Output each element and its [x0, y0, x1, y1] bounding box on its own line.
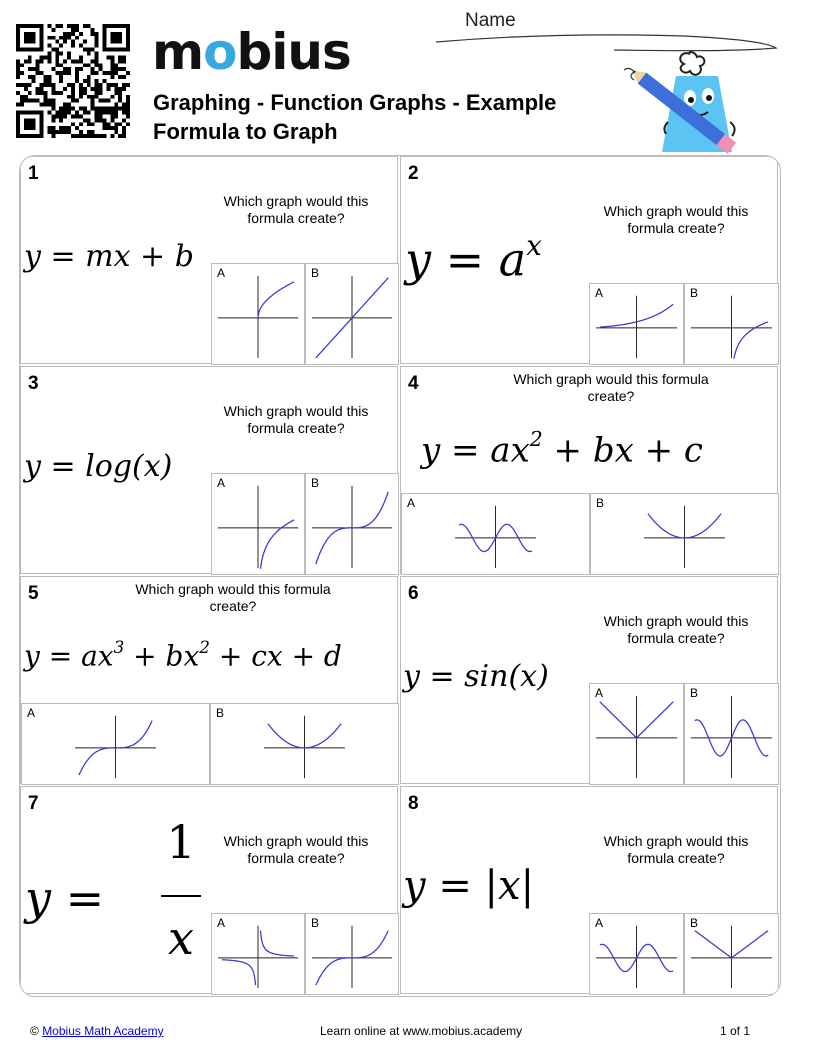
graph-option-b[interactable] [590, 493, 779, 575]
problem-number: 5 [28, 583, 39, 604]
mobius-logo: mobius [152, 23, 351, 81]
reciprocal-graph-icon [212, 914, 304, 994]
mascot-pencil-character-icon [612, 48, 762, 158]
graph-option-b[interactable] [210, 703, 399, 785]
problem-number: 1 [28, 163, 39, 184]
problem-number: 3 [28, 373, 39, 394]
graph-option-b[interactable] [305, 913, 399, 995]
option-label: A [217, 266, 226, 280]
absolute-value-graph-icon [590, 684, 683, 784]
fraction-bar [161, 895, 201, 897]
graph-option-a[interactable] [21, 703, 210, 785]
option-label: B [690, 286, 699, 300]
problem-cell-6 [400, 576, 778, 784]
graph-option-a[interactable] [211, 473, 305, 575]
log-graph-icon [212, 474, 304, 574]
qr-code [16, 24, 130, 138]
function-curve [258, 282, 294, 318]
question-text: Which graph would this formula create? [603, 833, 749, 866]
question-text: Which graph would this formula create? [603, 613, 749, 646]
cubic-graph-icon [22, 704, 209, 784]
option-label: A [595, 686, 604, 700]
problem-cell-4 [400, 366, 778, 574]
formula: y = |x| [403, 863, 535, 909]
problem-number: 4 [408, 373, 419, 394]
graph-option-b[interactable] [684, 283, 779, 365]
sine-graph-icon [590, 914, 683, 994]
option-label: B [216, 706, 225, 720]
option-label: A [27, 706, 36, 720]
question-text: Which graph would this formula create? [603, 203, 749, 236]
option-label: A [217, 916, 226, 930]
problem-cell-5 [20, 576, 398, 784]
graph-option-b[interactable] [684, 683, 779, 785]
cubic-graph-icon [306, 914, 398, 994]
formula: y = log(x) [24, 449, 173, 484]
formula: $y = ax^2$ + bx + c [421, 427, 703, 471]
sine-graph-icon [402, 494, 589, 574]
graph-option-b[interactable] [305, 473, 399, 575]
question-text: Which graph would this formula create? [513, 371, 709, 404]
option-label: A [595, 916, 604, 930]
footer-page: 1 of 1 [720, 1024, 751, 1038]
graph-option-b[interactable] [305, 263, 399, 365]
option-label: B [596, 496, 605, 510]
name-label: Name [465, 10, 516, 31]
graph-option-a[interactable] [401, 493, 590, 575]
problem-cell-1 [20, 156, 398, 364]
option-label: B [311, 476, 320, 490]
formula-numerator: 1 [166, 815, 196, 869]
question-text: Which graph would this formula create? [223, 193, 369, 226]
graph-option-a[interactable] [211, 263, 305, 365]
graph-option-b[interactable] [684, 913, 779, 995]
problem-number: 6 [408, 583, 419, 604]
problem-cell-7 [20, 786, 398, 994]
formula: $y = a^x$ [405, 229, 542, 287]
footer-center: Learn online at www.mobius.academy [320, 1024, 523, 1038]
problem-cell-2 [400, 156, 778, 364]
graph-option-a[interactable] [589, 913, 684, 995]
option-label: A [595, 286, 604, 300]
sine-graph-icon [685, 684, 778, 784]
option-label: B [311, 266, 320, 280]
question-text: Which graph would this formula create? [223, 833, 369, 866]
option-label: B [311, 916, 320, 930]
problem-cell-8 [400, 786, 778, 994]
graph-option-a[interactable] [589, 683, 684, 785]
log-graph-icon [685, 284, 778, 364]
function-curve [260, 520, 294, 569]
formula-denominator: x [168, 911, 194, 965]
problem-number: 7 [28, 793, 39, 814]
exponential-graph-icon [590, 284, 683, 364]
graph-option-a[interactable] [211, 913, 305, 995]
cubic-graph-icon [306, 474, 398, 574]
linear-graph-icon [306, 264, 398, 364]
question-text: Which graph would this formula create? [135, 581, 331, 614]
formula: y = sin(x) [403, 659, 549, 694]
sqrt-graph-icon [212, 264, 304, 364]
formula: $y = ax^3 + bx^2$ + cx + d [24, 637, 342, 673]
page-title: Graphing - Function Graphs - Example Formula to Graph [153, 90, 557, 144]
function-curve [734, 322, 768, 359]
option-label: A [407, 496, 416, 510]
formula: y = mx + b [24, 239, 194, 274]
parabola-graph-icon [211, 704, 398, 784]
option-label: B [690, 916, 699, 930]
problem-grid [19, 155, 781, 997]
problem-number: 2 [408, 163, 419, 184]
footer-copyright: © Mobius Math Academy [30, 1024, 164, 1038]
formula-lhs: y = [25, 871, 105, 925]
option-label: B [690, 686, 699, 700]
problem-number: 8 [408, 793, 419, 814]
footer-link[interactable]: Mobius Math Academy [42, 1024, 164, 1038]
problem-cell-3 [20, 366, 398, 574]
question-text: Which graph would this formula create? [223, 403, 369, 436]
parabola-graph-icon [591, 494, 778, 574]
absolute-value-graph-icon [685, 914, 778, 994]
option-label: A [217, 476, 226, 490]
graph-option-a[interactable] [589, 283, 684, 365]
